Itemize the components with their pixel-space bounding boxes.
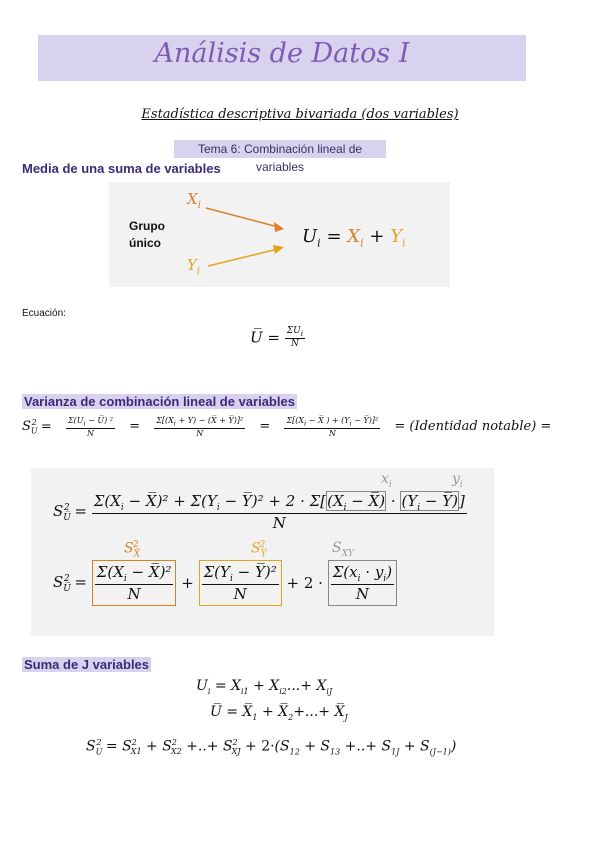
- sxy-label: $S_{XY}$: [332, 540, 354, 559]
- sumj-line2: U̅ = $X̅_1$ + $X̅_2+...+$ $X̅_J$: [210, 704, 348, 722]
- section-sumj-heading: Suma de J variables: [24, 657, 150, 672]
- sumj-line3: $S_U^2 = S^2_{X1} + S^2_{X2}$ +..+ $S^2_{XJ} + 2\cdot(S_{12} + S_{13}$ +..+ $S_{1J} + S_{(J-1)}$): [86, 738, 457, 757]
- yi-label: $Y_i$: [187, 256, 201, 277]
- arrows-icon: [204, 198, 294, 278]
- yi-annotation: $y_i$: [452, 471, 463, 490]
- group-label-line2: único: [129, 236, 161, 250]
- sumj-line1: $U_i = X_{i1} + X_{i2}...+ X_{iJ}$: [196, 678, 333, 696]
- variance-panel: [31, 468, 494, 636]
- section-mean-heading: Media de una suma de variables: [22, 161, 221, 176]
- panel-line2: $S_{U̅}^2$ = $\frac{\Sigma(X_i - X̅)^2}{N}$ + $\frac{\Sigma(Y_i - Y̅)^2}{N}$ + 2 · $\frac{\Sigma(x_i \cdot y_i)}{N}$: [53, 560, 397, 606]
- page-title: Análisis de Datos I: [154, 38, 410, 69]
- topic-label: Tema 6: Combinación lineal de variables: [174, 140, 386, 158]
- page-subtitle: Estadística descriptiva bivariada (dos variables): [141, 107, 459, 122]
- equation-label: Ecuación:: [22, 308, 66, 319]
- xi-label: $X_i$: [187, 190, 201, 211]
- sum-equation: $U_i = X_i + Y_i$: [302, 226, 406, 250]
- group-label: [129, 218, 165, 252]
- sx-label: $S_{X̅}^2$: [124, 540, 141, 560]
- variance-line: $S_U^2$ = $\frac{\Sigma(U_i - U̅) ^2}{N}$ = $\frac{\Sigma[(X_i + Y) - (X̅ + Y̅)]^2}{N}$ = $\frac{\Sigma[(X_i - X̅ ) + (Y_i - Y̅)]^2}{N}$ = (Identidad notable) =: [22, 416, 552, 438]
- sy-label: $S_{Y̅}^2$: [251, 540, 267, 560]
- section-variance-heading: Varianza de combinación lineal de variables: [24, 394, 295, 409]
- panel-line1: $S_{U̅}^2$ = $\frac{\Sigma(X_i - X̅)^2 + \Sigma(Y_i - Y̅)^2 + 2 \cdot \Sigma[(X_i - X̅) \cdot (Y_i - Y̅)]}{N}$: [53, 492, 465, 532]
- mean-formula: U̅ = $\frac{\Sigma U_i}{N}$: [250, 326, 304, 349]
- xi-annotation: $x_i$: [381, 471, 392, 490]
- group-label-line1: Grupo: [129, 219, 165, 233]
- diagram-panel: [109, 182, 450, 287]
